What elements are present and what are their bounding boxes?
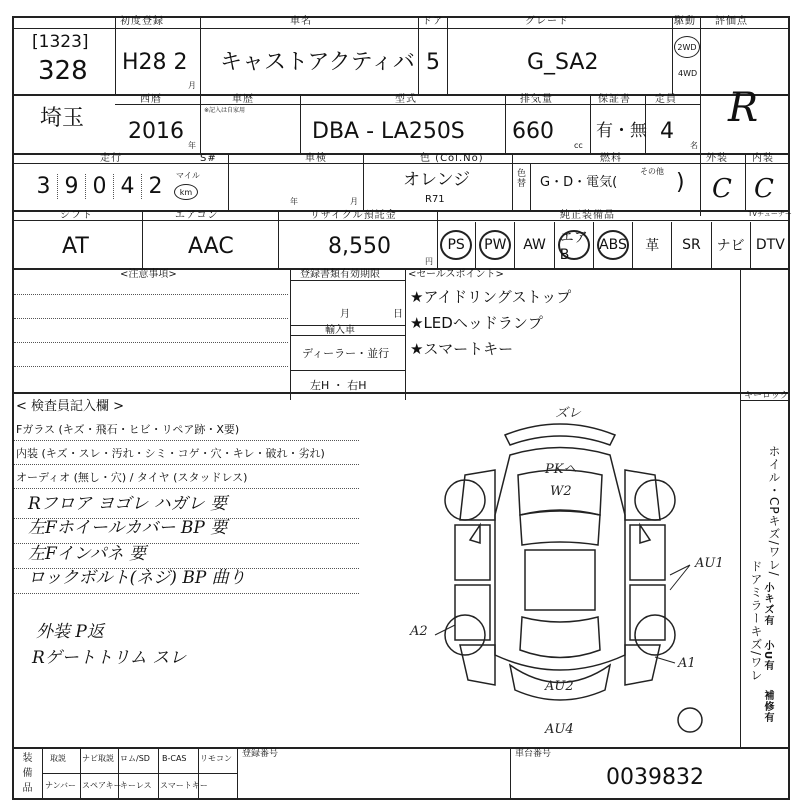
model-value: DBA - LA250S — [312, 119, 465, 144]
score-label: 評価点 — [715, 16, 748, 27]
recycle-value: 8,550 — [328, 234, 391, 259]
equipment-item — [712, 222, 751, 268]
equipment-item — [555, 222, 594, 268]
first-reg-label: 初度登録 — [120, 16, 164, 27]
sales-label: <セールスポイント> — [408, 269, 504, 280]
recycle-label: リサイクル預託金 — [310, 210, 397, 221]
equipment-label: ナビ — [716, 238, 745, 254]
footer-item: リモコン — [200, 754, 232, 763]
equipment-item — [515, 222, 554, 268]
fuel-other: その他 — [640, 167, 664, 176]
chassis-number-label: 車台番号 — [515, 749, 552, 759]
color-value: オレンジ — [403, 170, 471, 190]
handle-label: 左H ・ 右H — [310, 379, 367, 392]
equipment-label: 革 — [645, 238, 660, 254]
footer-equipment-header: 装 備 品 — [20, 752, 31, 794]
inspection-label: 車検 — [305, 153, 327, 164]
year-value: 2016 — [128, 119, 184, 144]
chassis-number: 0039832 — [606, 765, 704, 790]
doc-month: 月 — [340, 309, 350, 320]
lot-number: 328 — [38, 56, 88, 86]
footer-item: ナンバー — [45, 781, 77, 790]
doors-value: 5 — [426, 50, 440, 75]
displacement-value: 660 — [512, 119, 554, 144]
fuel-label: 燃料 — [600, 153, 622, 164]
handwritten-note: 左Fインパネ 要 — [28, 544, 147, 564]
handwritten-note: ロックボルト(ネジ) BP 曲り — [28, 568, 246, 588]
car-name: キャストアクティバ — [220, 50, 415, 75]
inspection-month: 月 — [350, 197, 358, 206]
mileage-digit: 4 — [114, 174, 142, 199]
displacement-unit: cc — [574, 141, 583, 150]
footer-item: スペアキー — [82, 781, 122, 790]
capacity-value: 4 — [660, 119, 674, 144]
reg-number-label: 登録番号 — [242, 749, 279, 759]
footer-item: 取説 — [50, 754, 66, 763]
caution-label: <注意事項> — [120, 269, 177, 280]
warranty-label: 保証書 — [598, 94, 631, 105]
recycle-unit: 円 — [425, 257, 433, 266]
inspection-year: 年 — [290, 197, 298, 206]
doors-label: ドア — [422, 16, 444, 27]
inspector-line-2: 内装 (キズ・スレ・汚れ・シミ・コゲ・穴・キレ・破れ・劣れ) — [16, 447, 325, 460]
mark-au1: AU1 — [695, 556, 724, 571]
mark-zure: ズレ — [555, 406, 582, 421]
equipment-row — [437, 222, 790, 268]
chassis-note: ※記入は自家用 — [204, 107, 246, 114]
aircon-label: エアコン — [175, 210, 219, 221]
footer-item: ナビ取説 — [82, 754, 114, 763]
equipment-label: DTV — [755, 237, 785, 253]
inspector-title: < 検査員記入欄 > — [16, 399, 125, 414]
equipment-label: PS — [440, 230, 472, 260]
mileage-digit: 2 — [148, 174, 163, 199]
color-change-label: 色替 — [515, 168, 525, 188]
drive-2wd-circle: 2WD — [674, 36, 700, 58]
equipment-label: エアB — [559, 230, 588, 263]
equipment-label: SR — [682, 237, 701, 253]
legend-small-scratch: 小キズ有 — [762, 582, 773, 626]
aircon-value: AAC — [188, 234, 234, 259]
exterior-value: C — [712, 174, 732, 204]
equipment-item — [476, 222, 515, 268]
month-unit: 月 — [188, 81, 196, 90]
mileage-digit: 9 — [58, 174, 86, 199]
doc-day: 日 — [393, 309, 403, 320]
footer-item: キーレス — [120, 781, 152, 790]
dealer-label: ディーラー・並行 — [302, 347, 390, 360]
mileage-digit: 3 — [30, 174, 58, 199]
lot-small: [1323] — [32, 32, 89, 52]
equipment-item — [594, 222, 633, 268]
import-label: 輸入車 — [325, 325, 355, 336]
legend-mirror: ドアミラーキズ/ワレ — [749, 560, 763, 683]
inspector-line-1: Fガラス (キズ・飛石・ヒビ・リペア跡・X要) — [16, 423, 240, 436]
mark-au2: AU2 — [545, 679, 574, 694]
interior-value: C — [754, 174, 774, 204]
mileage-label: 走行 — [100, 153, 122, 164]
mark-pkhe: PKヘ — [545, 462, 577, 477]
equipment-item — [633, 222, 672, 268]
handwritten-note: Rフロア ヨゴレ ハガレ 要 — [28, 494, 228, 514]
fuel-value: G・D・電気( — [540, 175, 618, 190]
footer-item: ロム/SD — [120, 754, 150, 763]
warranty-value: 有・無 — [596, 121, 647, 141]
shift-label: シフト — [60, 210, 93, 221]
region: 埼玉 — [40, 106, 85, 131]
equipment-item — [672, 222, 711, 268]
legend-small-u: 小U有 — [762, 640, 773, 672]
year-unit: 年 — [188, 141, 196, 150]
tuner-label: TVチューナー — [748, 210, 792, 218]
sales-point: ★スマートキー — [410, 340, 514, 358]
year-label: 西暦 — [140, 94, 162, 105]
sales-point: ★LEDヘッドランプ — [410, 314, 543, 332]
mark-au4: AU4 — [545, 722, 574, 737]
equipment-item — [437, 222, 476, 268]
equipment-label: AW — [523, 237, 546, 253]
car-diagram — [400, 395, 740, 745]
interior-label: 内装 — [752, 153, 774, 164]
capacity-unit: 名 — [690, 141, 698, 150]
exterior-label: 外装 — [706, 153, 728, 164]
legend-wheel: ホイル・CPキズ/ワレ/ — [767, 445, 781, 577]
capacity-label: 定員 — [655, 94, 677, 105]
mileage-unit-mile: マイル — [176, 171, 200, 180]
drive-4wd: 4WD — [678, 69, 698, 78]
footer-item: スマートキー — [160, 781, 208, 790]
car-name-label: 車名 — [290, 16, 312, 27]
sn-label: S# — [200, 153, 217, 164]
sales-point: ★アイドリングストップ — [410, 288, 572, 306]
mileage-unit-km: km — [174, 184, 198, 200]
grade-label: グレード — [525, 16, 569, 27]
equipment-label: PW — [479, 230, 511, 260]
drive-label: 駆動 — [674, 16, 696, 27]
displacement-label: 排気量 — [520, 94, 553, 105]
footer-item: B-CAS — [162, 754, 187, 763]
color-label: 色 (Col.No) — [420, 153, 484, 164]
chassis-label: 車歴 — [232, 94, 254, 105]
handwritten-note: 外装 P返 — [36, 622, 104, 642]
legend-repair: 補修有 — [762, 690, 773, 723]
handwritten-note: Rゲートトリム スレ — [32, 648, 187, 668]
color-code: R71 — [425, 194, 445, 205]
shift-value: AT — [62, 234, 89, 259]
equipment-label: 純正装備品 — [560, 210, 615, 221]
model-label: 型式 — [395, 94, 417, 105]
doc-label: 登録書類有効期限 — [300, 269, 380, 280]
fuel-close: ) — [676, 170, 685, 195]
mark-a2: A2 — [410, 624, 428, 639]
first-reg-value: H28 2 — [122, 50, 188, 75]
equipment-label: ABS — [597, 230, 629, 260]
equipment-item — [751, 222, 790, 268]
handwritten-note: 左Fホイールカバー BP 要 — [28, 518, 228, 538]
mark-w2: W2 — [550, 484, 572, 499]
mark-a1: A1 — [678, 656, 696, 671]
key-lock-label: キーロック — [744, 391, 789, 401]
score-value: R — [728, 85, 759, 131]
inspector-line-3: オーディオ (無し・穴) / タイヤ (スタッドレス) — [16, 471, 248, 484]
grade-value: G_SA2 — [527, 50, 599, 75]
mileage-digit: 0 — [86, 174, 114, 199]
mileage-digits — [30, 174, 169, 199]
